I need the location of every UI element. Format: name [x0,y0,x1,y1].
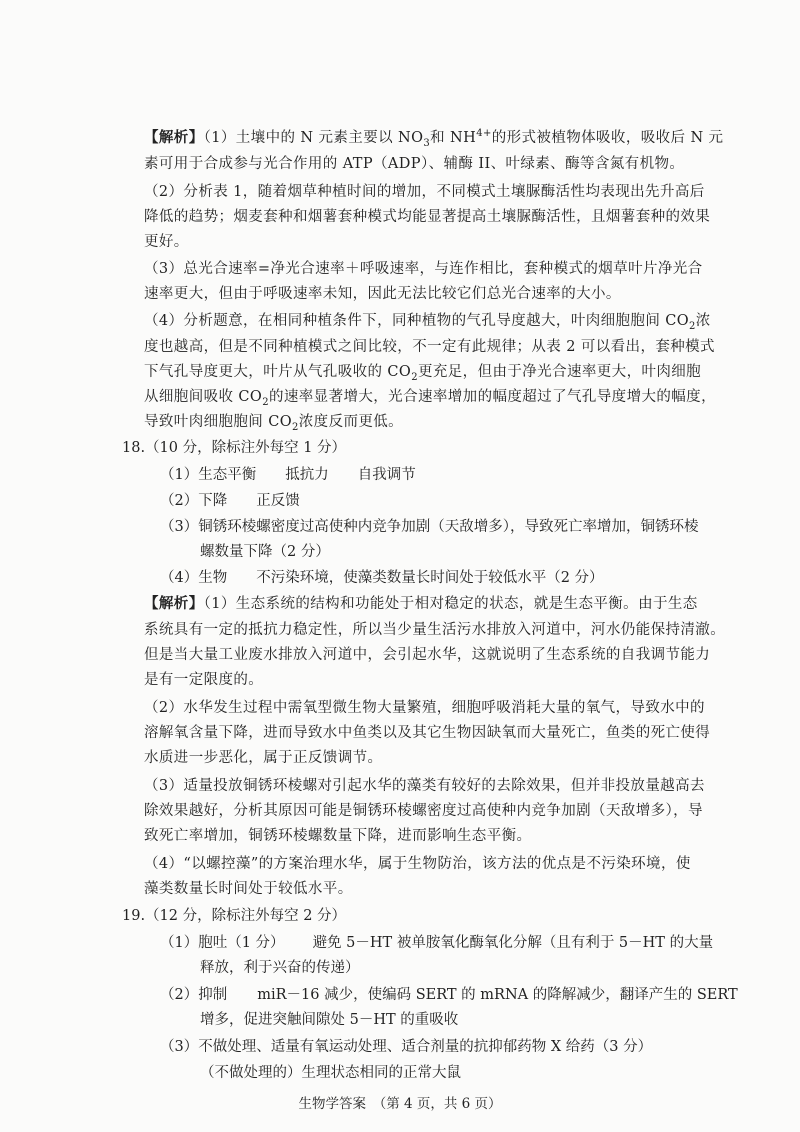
q18-header: 18.（10 分，除标注外每空 1 分） [122,440,347,456]
q19-answer-2-line2: 增多，促进突触间隙处 5－HT 的重吸收 [200,1012,459,1028]
q17-analysis-p2-line3: 更好。 [144,234,189,250]
q18-analysis-1-line4: 是有一定限度的。 [144,672,264,688]
q19-answer-1-line1: （1）胞吐（1 分） 避免 5－HT 被单胺氧化酶氧化分解（且有利于 5－HT 的大量 [160,935,714,951]
q19-header: 19.（12 分，除标注外每空 2 分） [122,908,347,924]
q18-answer-3-line2: 螺数量下降（2 分） [200,544,330,560]
q18-answer-4: （4）生物 不污染环境，使藻类数量长时间处于较低水平（2 分） [160,570,604,586]
q17-analysis-p4-line2: 度也越高，但是不同种植模式之间比较，不一定有此规律；从表 2 可以看出，套种模式 [144,339,715,355]
q19-answer-3-line1: （3）不做处理、适量有氧运动处理、适合剂量的抗抑郁药物 X 给药（3 分） [160,1039,653,1055]
q18-analysis-4-line1: （4）“以螺控藻”的方案治理水华，属于生物防治，该方法的优点是不污染环境，使 [144,856,691,872]
q18-answer-1: （1）生态平衡 抵抗力 自我调节 [160,467,416,483]
q18-analysis-2-line2: 溶解氧含量下降，进而导致水中鱼类以及其它生物因缺氧而大量死亡，鱼类的死亡使得 [144,725,711,741]
q18-analysis-3-line3: 致死亡率增加，铜锈环棱螺数量下降，进而影响生态平衡。 [144,828,532,844]
q17-analysis-p4-line1: （4）分析题意，在相同种植条件下，同种植物的气孔导度越大，叶肉细胞胞间 $CO_2$浓 [144,313,711,332]
q19-answer-1-line2: 释放，利于兴奋的传递） [200,960,360,976]
q17-analysis-p4-line4: 从细胞间吸收 $CO_2$的速率显著增大，光合速率增加的幅度超过了气孔导度增大的幅度， [144,389,716,408]
q18-answer-2: （2）下降 正反馈 [160,493,300,509]
q18-analysis-4-line2: 藻类数量长时间处于较低水平。 [144,881,353,897]
q18-analysis-2-line3: 水质进一步恶化，属于正反馈调节。 [144,750,383,766]
q17-analysis-p2-line1: （2）分析表 1，随着烟草种植时间的增加，不同模式土壤脲酶活性均表现出先升高后 [144,184,705,200]
q19-answer-2-line1: （2）抑制 miR－16 减少，使编码 SERT 的 mRNA 的降解减少，翻译产生的 SERT [160,987,738,1003]
q18-analysis-1-line1: 【解析】（1）生态系统的结构和功能处于相对稳定的状态，就是生态平衡。由于生态 [144,595,698,612]
q17-analysis-p4-line3: 下气孔导度更大，叶片从气孔吸收的 $CO_2$更充足，但由于净光合速率更大，叶肉细胞 [144,364,702,383]
q18-analysis-3-line1: （3）适量投放铜锈环棱螺对引起水华的藻类有较好的去除效果，但并非投放量越高去 [144,778,705,794]
q17-analysis-p4-line5: 导致叶肉细胞胞间 $CO_2$浓度反而更低。 [144,414,404,433]
analysis-label: 【解析】 [144,595,204,612]
q18-analysis-1-line2: 系统具有一定的抵抗力稳定性，所以当少量生活污水排放入河道中，河水仍能保持清澈。 [144,622,726,638]
q17-analysis-p2-line2: 降低的趋势；烟麦套种和烟薯套种模式均能显著提高土壤脲酶活性，且烟薯套种的效果 [144,209,711,225]
q18-analysis-1-line3: 但是当大量工业废水排放入河道中，会引起水华，这就说明了生态系统的自我调节能力 [144,647,711,663]
page-footer: 生物学答案 （第 4 页，共 6 页） [298,1096,502,1112]
q18-analysis-3-line2: 除效果越好，分析其原因可能是铜锈环棱螺密度过高使种内竞争加剧（天敌增多），导 [144,803,703,819]
q19-answer-3-line2: （不做处理的）生理状态相同的正常大鼠 [200,1065,461,1081]
analysis-label: 【解析】 [144,129,204,146]
q17-analysis-p1-line1: 【解析】（1）土壤中的 N 元素主要以 $NO_3$和 $NH^{4+}$的形式被植物体吸收，吸收后 N 元 [144,128,724,149]
q18-answer-3-line1: （3）铜锈环棱螺密度过高使种内竞争加剧（天敌增多），导致死亡率增加，铜锈环棱 [160,519,699,535]
q17-analysis-p3-line2: 速率更大，但由于呼吸速率未知，因此无法比较它们总光合速率的大小。 [144,286,621,302]
q17-analysis-p3-line1: （3）总光合速率=净光合速率＋呼吸速率，与连作相比，套种模式的烟草叶片净光合 [144,261,703,277]
q18-analysis-2-line1: （2）水华发生过程中需氧型微生物大量繁殖，细胞呼吸消耗大量的氧气，导致水中的 [144,700,705,716]
q17-analysis-p1-line2: 素可用于合成参与光合作用的 ATP（ADP）、辅酶 II、叶绿素、酶等含氮有机物。 [144,156,685,172]
